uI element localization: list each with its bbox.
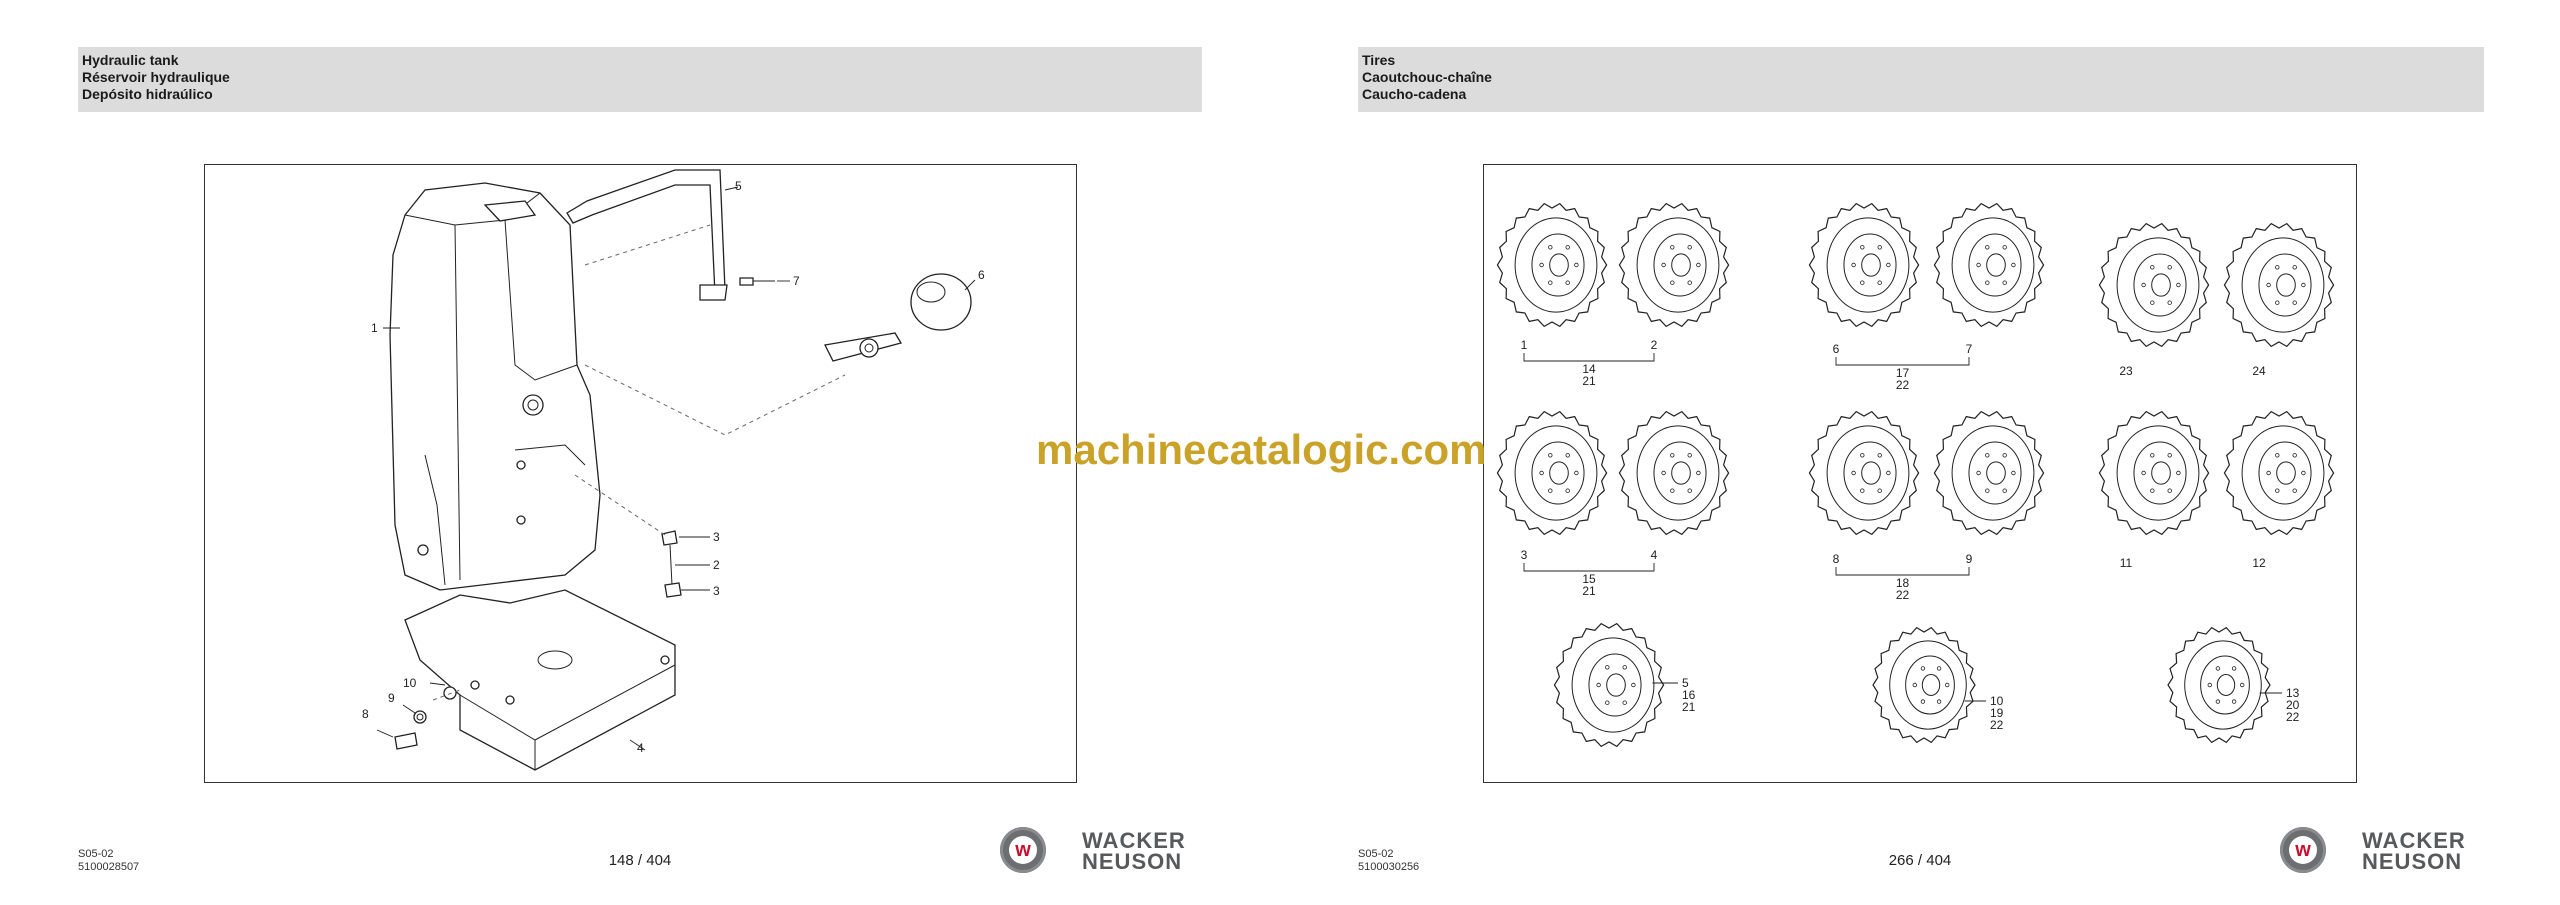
callout-6: 6 [978,268,985,282]
watermark: machinecatalogic.com [1036,426,1487,473]
tire-8 [1809,412,1918,535]
tire-label-4: 4 [1650,548,1658,562]
callout-3a: 3 [713,530,720,544]
group-code-21: 21 [1582,374,1596,388]
section-code: S05-02 [1358,848,1394,860]
tire-7 [1934,204,2043,327]
title-english: Tires [1362,52,1396,68]
logo-letter: w [1015,839,1031,861]
tire-label-1: 1 [1520,338,1528,352]
brand-word-wacker: WACKER [1082,828,1186,853]
title-english: Hydraulic tank [82,52,179,68]
logo-letter: w [2295,839,2311,861]
group-code-15: 15 [1582,572,1596,586]
tire-label-2: 2 [1650,338,1658,352]
callout-10: 10 [403,676,417,690]
page-header [1358,47,2484,112]
callout-1: 1 [371,321,378,335]
page-number: 148 / 404 [608,852,672,869]
tire-code-22: 22 [2286,710,2300,724]
tire-code-10: 10 [1990,694,2004,708]
tire-label-9: 9 [1965,552,1973,566]
exploded-parts-drawing [205,165,1076,782]
tire-code-19: 19 [1990,706,2004,720]
brand-word-neuson: NEUSON [2362,849,2463,874]
group-bracket [1524,563,1654,571]
hydraulic-tank-illustration [204,164,1077,783]
group-code-22: 22 [1895,378,1910,392]
title-spanish: Depósito hidraúlico [82,86,213,102]
tire-code-21: 21 [1682,700,1696,714]
group-code-22: 22 [1895,588,1910,602]
callout-3b: 3 [713,584,720,598]
tires-illustration [1483,164,2357,783]
title-french: Caoutchouc-chaîne [1362,69,1492,85]
tire-9 [1934,412,2043,535]
tire-code-5: 5 [1682,676,1689,690]
tire-label-24: 24 [2252,364,2266,378]
group-code-21: 21 [1582,584,1596,598]
tire-label-8: 8 [1832,552,1840,566]
tire-label-23: 23 [2119,364,2133,378]
group-bracket [1836,567,1969,575]
callout-7: 7 [793,274,800,288]
tire-3 [1497,412,1606,535]
callout-8: 8 [362,707,369,721]
tire-5 [1554,624,1663,747]
callout-4: 4 [637,741,644,755]
callout-2: 2 [713,558,720,572]
callout-9: 9 [388,691,395,705]
page-header [78,47,1202,112]
document-number: 5100028507 [78,861,140,873]
tire-label-7: 7 [1965,342,1973,356]
tire-4 [1619,412,1728,535]
tire-10 [1873,628,1975,743]
tire-code-22: 22 [1990,718,2004,732]
tire-11 [2099,412,2208,535]
tire-label-11: 11 [2119,556,2133,570]
tire-12 [2224,412,2333,535]
group-code-18: 18 [1895,576,1910,590]
tire-code-13: 13 [2286,686,2300,700]
wacker-neuson-logo-icon [1000,827,1046,873]
tire-label-12: 12 [2252,556,2266,570]
title-french: Réservoir hydraulique [82,69,230,85]
callout-5: 5 [735,179,742,193]
title-spanish: Caucho-cadena [1362,86,1467,102]
section-code: S05-02 [78,848,114,860]
tire-label-3: 3 [1520,548,1528,562]
page-number: 266 / 404 [1888,852,1952,869]
tire-6 [1809,204,1918,327]
wacker-neuson-logo-icon [2280,827,2326,873]
document-number: 5100030256 [1358,861,1420,873]
group-code-14: 14 [1582,362,1596,376]
tire-variants-drawing [1484,165,2356,782]
tire-label-6: 6 [1832,342,1840,356]
footer-code [1358,848,1419,874]
tire-code-20: 20 [2286,698,2300,712]
footer-code [78,848,139,874]
brand-word-wacker: WACKER [2362,828,2466,853]
brand-word-neuson: NEUSON [1082,849,1183,874]
group-bracket [1524,353,1654,361]
group-bracket [1836,357,1969,365]
tire-13 [2168,628,2270,743]
tire-2 [1619,204,1728,327]
tire-24 [2224,224,2333,347]
group-code-17: 17 [1895,366,1910,380]
tire-23 [2099,224,2208,347]
tire-code-16: 16 [1682,688,1696,702]
tire-1 [1497,204,1606,327]
